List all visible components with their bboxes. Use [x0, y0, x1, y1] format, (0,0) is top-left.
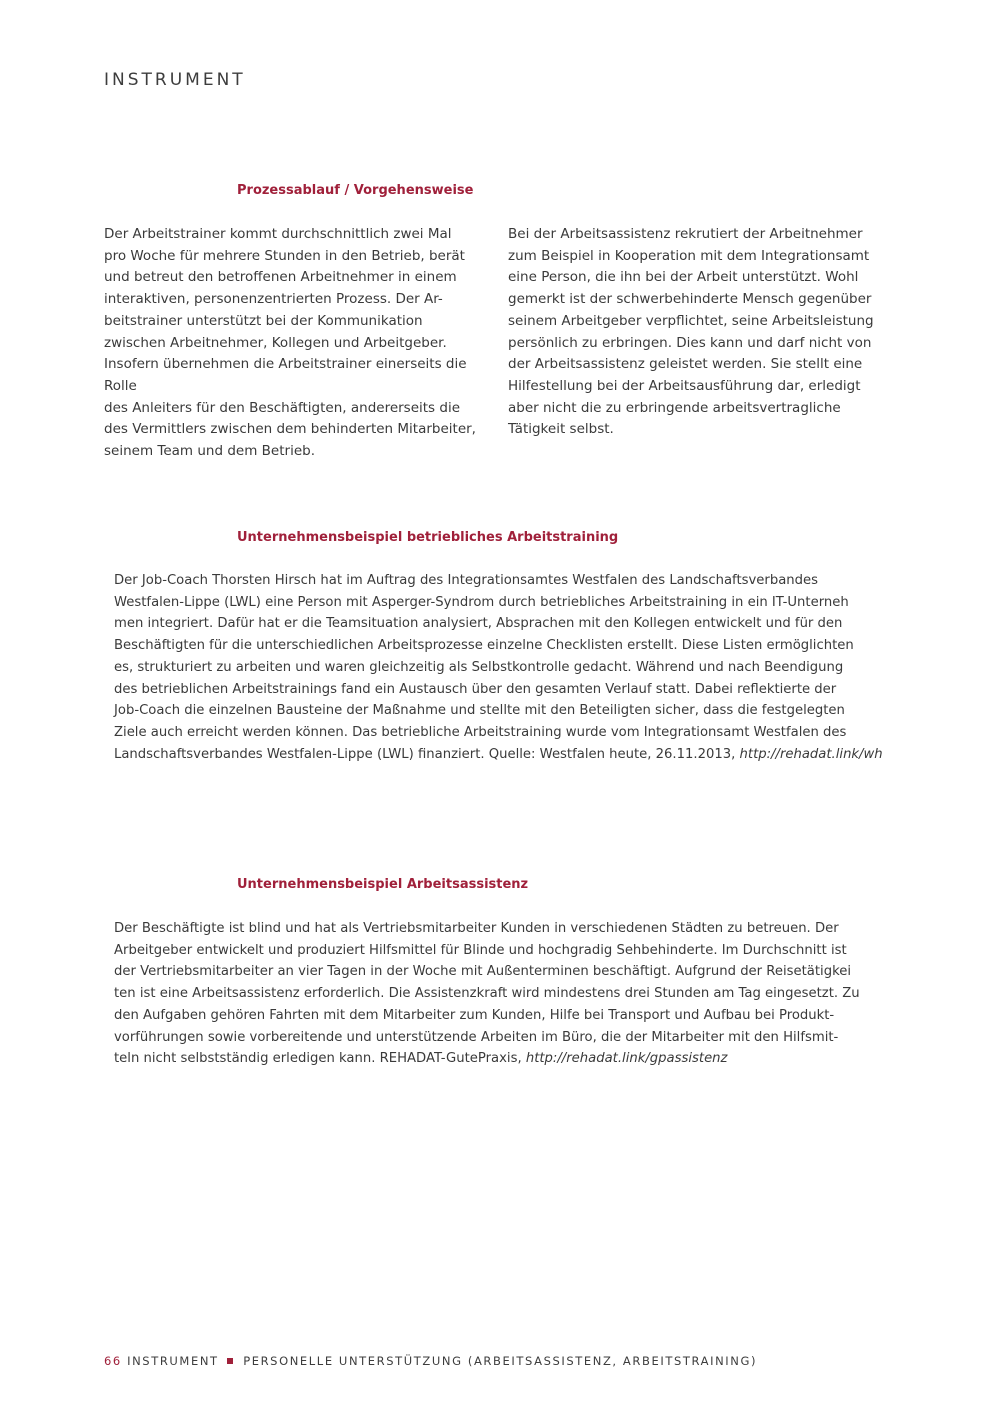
text-line: beitstrainer unterstützt bei der Kommunikation [104, 312, 423, 329]
text-line: men integriert. Dafür hat er die Teamsituation analysiert, Absprachen mit den Kollegen entwickelt und für den [114, 616, 843, 632]
text-line: Job-Coach die einzelnen Bausteine der Maßnahme und stellte mit den Beteiligten sicher, dass die festgelegten [114, 703, 845, 719]
text-line: Tätigkeit selbst. [508, 421, 614, 438]
process-left-column [104, 224, 484, 463]
text-line: seinem Team und dem Betrieb. [104, 443, 315, 460]
text-line: des betrieblichen Arbeitstrainings fand ein Austausch über den gesamten Verlauf statt. Dabei reflektierte der [114, 681, 837, 697]
text-line: pro Woche für mehrere Stunden in den Betrieb, berät [104, 247, 465, 264]
text-line: seinem Arbeitgeber verpflichtet, seine Arbeitsleistung [508, 312, 874, 329]
text-line: Hilfestellung bei der Arbeitsausführung dar, erledigt [508, 377, 861, 394]
text-line [114, 744, 883, 766]
text-line: des Vermittlers zwischen dem behinderten Mitarbeiter, [104, 421, 476, 438]
square-bullet-icon [227, 1358, 233, 1364]
page-number: 66 [104, 1354, 122, 1368]
page-footer [104, 1354, 757, 1368]
text-line: der Arbeitsassistenz geleistet werden. Sie stellt eine [508, 356, 863, 373]
text-line: Der Beschäftigte ist blind und hat als Vertriebsmitarbeiter Kunden in verschiedenen Städten zu betreuen. Der [114, 921, 839, 936]
text-line: der Vertriebsmitarbeiter an vier Tagen in der Woche mit Außenterminen beschäftigt. Aufgrund der Reisetätigkei [114, 964, 852, 980]
text-line: Insofern übernehmen die Arbeitstrainer einerseits die [104, 356, 467, 373]
text-line: ten ist eine Arbeitsassistenz erforderlich. Die Assistenzkraft wird mindestens drei Stunden am Tag eingesetzt. Zu [114, 986, 860, 1002]
section-heading-training-example: Unternehmensbeispiel betriebliches Arbeitstraining [237, 530, 619, 545]
source-link[interactable]: http://rehadat.link/wh [739, 746, 883, 762]
text-line: Der Job-Coach Thorsten Hirsch hat im Auftrag des Integrationsamtes Westfalen des Landschaftsverbandes [114, 573, 818, 588]
text-line [114, 1048, 878, 1070]
section-heading-assistance-example: Unternehmensbeispiel Arbeitsassistenz [237, 877, 529, 892]
text-line: Rolle [104, 377, 137, 394]
text-line: Ziele auch erreicht werden können. Das betriebliche Arbeitstraining wurde vom Integrationsamt Westfalen des [114, 724, 847, 740]
page-header-title: INSTRUMENT [104, 70, 246, 90]
text-line: und betreut den betroffenen Arbeitnehmer in einem [104, 269, 457, 286]
text-line: des Anleiters für den Beschäftigten, andererseits die [104, 399, 461, 416]
text-line: zum Beispiel in Kooperation mit dem Integrationsamt [508, 247, 870, 264]
assistance-example-body [114, 918, 878, 1070]
text-line: eine Person, die ihn bei der Arbeit unterstützt. Wohl [508, 269, 859, 286]
text-line: Der Arbeitstrainer kommt durchschnittlich zwei Mal [104, 226, 452, 242]
text-line: zwischen Arbeitnehmer, Kollegen und Arbeitgeber. [104, 334, 447, 351]
source-link[interactable]: http://rehadat.link/gpassistenz [525, 1051, 728, 1067]
text-line: interaktiven, personenzentrierten Prozess. Der Ar- [104, 291, 443, 308]
text-line: Bei der Arbeitsassistenz rekrutiert der Arbeitnehmer [508, 226, 863, 242]
process-right-column [508, 224, 888, 441]
source-text: Landschaftsverbandes Westfalen-Lippe (LWL) finanziert. Quelle: Westfalen heute, 26.11.2013, [114, 746, 740, 762]
section-heading-process: Prozessablauf / Vorgehensweise [237, 183, 474, 198]
text-line: vorführungen sowie vorbereitende und unterstützende Arbeiten im Büro, die der Mitarbeiter mit den Hilfsmit- [114, 1029, 839, 1045]
text-line: den Aufgaben gehören Fahrten mit dem Mitarbeiter zum Kunden, Hilfe bei Transport und Aufbau bei Produkt- [114, 1007, 835, 1023]
text-line: Westfalen-Lippe (LWL) eine Person mit Asperger-Syndrom durch betriebliches Arbeitstraining in ein IT-Unterneh [114, 594, 849, 610]
source-text: teln nicht selbstständig erledigen kann. REHADAT-GutePraxis, [114, 1051, 526, 1067]
footer-section: INSTRUMENT [127, 1354, 219, 1368]
text-line: aber nicht die zu erbringende arbeitsvertragliche [508, 399, 841, 416]
text-line: persönlich zu erbringen. Dies kann und darf nicht von [508, 334, 872, 351]
training-example-body [114, 570, 883, 765]
text-line: gemerkt ist der schwerbehinderte Mensch gegenüber [508, 291, 872, 308]
text-line: Arbeitgeber entwickelt und produziert Hilfsmittel für Blinde und hochgradig Sehbehinderte. Im Durchschnitt ist [114, 942, 847, 958]
footer-subtitle: PERSONELLE UNTERSTÜTZUNG (ARBEITSASSISTENZ, ARBEITSTRAINING) [243, 1354, 758, 1368]
text-line: Beschäftigten für die unterschiedlichen Arbeitsprozesse einzelne Checklisten erstellt. Diese Listen ermöglichten [114, 638, 854, 654]
text-line: es, strukturiert zu arbeiten und waren gleichzeitig als Selbstkontrolle gedacht. Während und nach Beendigung [114, 659, 844, 675]
